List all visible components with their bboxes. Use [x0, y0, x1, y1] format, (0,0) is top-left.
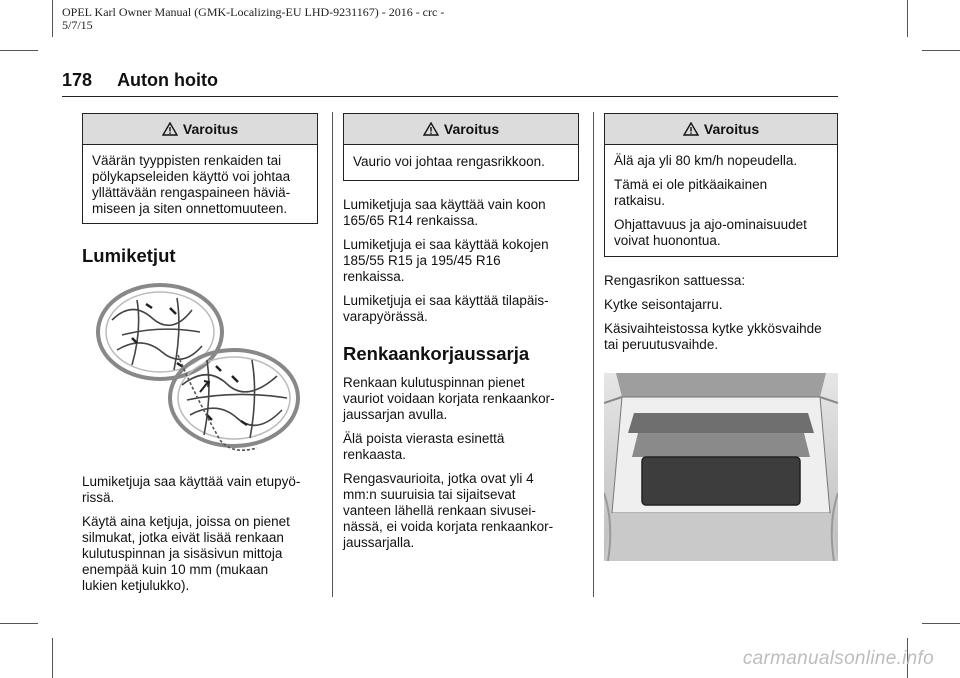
text-line: pölykapseleiden käyttö voi johtaa: [92, 169, 291, 184]
text-line: voivat huonontua.: [614, 233, 721, 248]
meta-line-1: OPEL Karl Owner Manual (GMK-Localizing-EU LHD-9231167) - 2016 - crc -: [62, 5, 445, 19]
warning-box: [82, 113, 318, 224]
paragraph: [614, 177, 829, 209]
header-rule: [62, 96, 838, 97]
text-line: Lumiketjuja ei saa käyttää tilapäis-: [343, 293, 549, 308]
paragraph: Kytke seisontajarru.: [604, 297, 723, 312]
warning-header: [83, 114, 317, 145]
warning-text: [83, 145, 317, 223]
crop-mark: [0, 623, 38, 624]
warning-title: Varoitus: [703, 121, 760, 137]
paragraph: [343, 375, 579, 423]
column-divider: [332, 112, 333, 597]
crop-mark: [52, 638, 53, 678]
paragraph: [343, 293, 579, 325]
crop-mark: [0, 50, 38, 51]
text-line: Vaurio voi johtaa rengasrikkoon.: [353, 154, 545, 169]
text-line: nässä, ei voida korjata renkaankor-: [343, 519, 554, 534]
text-line: Ohjattavuus ja ajo-ominaisuudet: [614, 217, 807, 232]
text-line: Rengasvaurioita, jotka ovat yli 4: [343, 471, 534, 486]
text-line: Älä aja yli 80 km/h nopeudella.: [614, 153, 798, 168]
text-line: varapyörässä.: [343, 309, 428, 324]
text-line: vauriot voidaan korjata renkaankor-: [343, 391, 555, 406]
watermark: carmanualsonline.info: [742, 648, 934, 669]
section-heading: Lumiketjut: [82, 245, 176, 266]
text-line: kulutuspinnan ja sisäsivun mittoja: [82, 546, 283, 561]
text-line: Käytä aina ketjuja, joissa on pienet: [82, 514, 290, 529]
warning-box: [343, 113, 579, 181]
text-line: Älä poista vierasta esinettä: [343, 431, 505, 446]
paragraph: [343, 431, 579, 463]
print-metadata: [62, 6, 444, 32]
text-line: miseen ja siten onnettomuuteen.: [92, 201, 288, 216]
text-line: Lumiketjuja ei saa käyttää kokojen: [343, 237, 549, 252]
paragraph: [343, 197, 579, 229]
crop-mark: [922, 623, 960, 624]
paragraph: [614, 217, 829, 249]
warning-text: [605, 145, 837, 256]
text-line: ratkaisu.: [614, 193, 666, 208]
paragraph: [343, 471, 579, 551]
text-line: renkaasta.: [343, 447, 407, 462]
page-number: 178: [62, 70, 93, 90]
text-line: 165/65 R14 renkaissa.: [343, 213, 479, 228]
text-line: rissä.: [82, 490, 115, 505]
column-divider: [593, 112, 594, 597]
warning-triangle-icon: [683, 122, 699, 136]
text-line: silmukat, jotka eivät lisää renkaan: [82, 530, 284, 545]
text-line: Renkaan kulutuspinnan pienet: [343, 375, 525, 390]
open-trunk-photo: [604, 373, 838, 561]
warning-title: Varoitus: [182, 121, 239, 137]
text-line: Käsivaihteistossa kytke ykkösvaihde: [604, 321, 822, 336]
section-title: Auton hoito: [117, 70, 219, 90]
text-line: Tämä ei ole pitkäaikainen: [614, 177, 768, 192]
text-line: Väärän tyyppisten renkaiden tai: [92, 153, 282, 168]
text-line: jaussarjalla.: [343, 535, 415, 550]
column-3: [604, 113, 838, 561]
warning-triangle-icon: [162, 122, 178, 136]
paragraph: [604, 321, 838, 353]
crop-mark: [907, 0, 908, 37]
paragraph: [343, 237, 579, 285]
warning-text: [344, 145, 578, 180]
warning-header: [605, 114, 837, 145]
paragraph: [82, 514, 318, 594]
text-line: jaussarjan avulla.: [343, 407, 448, 422]
text-line: lukien ketjulukko).: [82, 578, 190, 593]
column-2: [343, 113, 579, 559]
text-line: vanteen lähellä renkaan sivusei-: [343, 503, 536, 518]
section-heading: Renkaankorjaussarja: [343, 343, 530, 364]
column-1: [82, 113, 318, 602]
text-line: 185/55 R15 ja 195/45 R16: [343, 253, 501, 268]
paragraph: Rengasrikon sattuessa:: [604, 273, 746, 288]
text-line: Lumiketjuja saa käyttää vain etupyö-: [82, 474, 301, 489]
paragraph: [82, 474, 318, 506]
text-line: tai peruutusvaihde.: [604, 337, 719, 352]
text-line: renkaissa.: [343, 269, 405, 284]
warning-header: [344, 114, 578, 145]
meta-line-2: 5/7/15: [62, 18, 93, 32]
text-line: enempää kuin 10 mm (mukaan: [82, 562, 269, 577]
text-line: yllättävään rengaspaineen häviä-: [92, 185, 291, 200]
warning-triangle-icon: [423, 122, 439, 136]
snow-chains-illustration: [82, 280, 318, 460]
page-header: [62, 70, 218, 91]
warning-title: Varoitus: [443, 121, 500, 137]
crop-mark: [922, 50, 960, 51]
warning-box: [604, 113, 838, 257]
text-line: Lumiketjuja saa käyttää vain koon: [343, 197, 546, 212]
crop-mark: [52, 0, 53, 37]
text-line: mm:n suuruisia tai sijaitsevat: [343, 487, 516, 502]
